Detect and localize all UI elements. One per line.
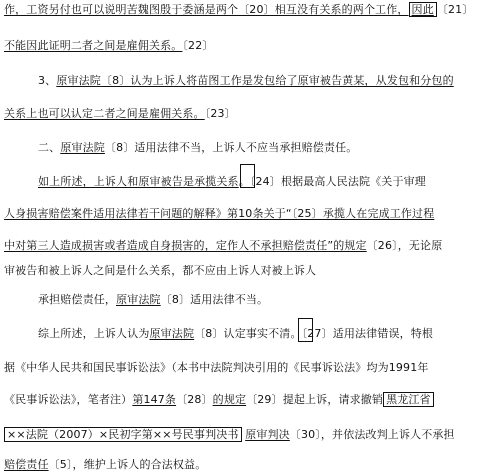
- text-segment: 不能因此证明二者之间是雇佣关系。: [4, 39, 183, 52]
- text-line-10: [38, 292, 481, 308]
- text-segment: 据《中华人民共和国民事诉讼法》（本书中法院判决引用的《民事诉讼法》均为1991年: [4, 361, 429, 374]
- text-segment: 如上所述，上诉人和原审被告是承揽关系: [38, 175, 239, 188]
- text-line-7: [4, 206, 481, 222]
- text-segment: 中对第三人造成损害或者造成自身损害的，定作人不承担赔偿责任”的规定: [4, 239, 367, 252]
- text-segment: 〔8〕认为上诉人将苗图工作是发包给了原审被告黄某，从发包和分包的: [100, 74, 454, 87]
- text-segment: 承担赔偿责任，: [38, 293, 117, 306]
- text-line-3: [38, 73, 481, 89]
- text-segment: 。: [238, 175, 250, 188]
- text-segment: 二、: [38, 141, 61, 154]
- text-segment: 的规定: [212, 393, 247, 406]
- text-segment: 〔8〕认定事实不清: [194, 327, 291, 340]
- edit-marker-box: [240, 164, 255, 188]
- text-line-9: [4, 263, 481, 279]
- text-line-8: [4, 238, 481, 254]
- text-line-4: [4, 106, 481, 122]
- text-segment: 〔22〕: [182, 39, 214, 52]
- text-segment: 因此: [409, 2, 437, 17]
- text-segment: 〔8〕适用法律不当。: [160, 293, 269, 306]
- text-segment: 〔21〕: [436, 3, 474, 16]
- text-segment: 黑龙江省: [383, 392, 434, 407]
- text-segment: 。: [290, 327, 302, 340]
- text-line-5: [38, 140, 481, 156]
- text-segment: 作，工资另付也可以说明苦魏图殷于委涵是两个〔20〕相互没有关系的两个工作，: [4, 3, 409, 16]
- text-segment: 原审判决: [245, 428, 290, 441]
- text-line-15: [4, 457, 481, 473]
- text-line-1: [4, 2, 481, 18]
- text-line-6: [38, 174, 481, 190]
- text-segment: 原审法院: [56, 74, 101, 87]
- text-segment: 〔23〕: [204, 107, 236, 120]
- text-segment: 原审法院: [116, 293, 161, 306]
- text-segment: 〔30〕，并依法改判上诉人不承担: [289, 428, 455, 441]
- text-segment: 人身损害赔偿案件适用法律若干问题的解释》第10条关于“〔25〕承揽人在完成工作过程: [4, 207, 435, 220]
- text-segment: 关系上也可以认定二者之间是雇佣关系。: [4, 107, 205, 120]
- text-segment: 〔5〕，维护上诉人的合法权益。: [48, 458, 207, 471]
- text-line-11: [38, 326, 481, 342]
- text-segment: 原审法院: [60, 141, 105, 154]
- text-line-13: [4, 392, 481, 408]
- edit-marker-box: [298, 318, 313, 342]
- text-segment: 3、: [38, 74, 57, 87]
- text-segment: 赔偿责任: [4, 458, 49, 471]
- text-line-12: [4, 360, 481, 376]
- text-line-2: [4, 38, 481, 54]
- text-segment: 〔24〕根据最高人民法院《关于审理: [249, 175, 426, 188]
- text-segment: 审被告和被上诉人之间是什么关系，都不应由上诉人对被上诉人: [4, 264, 317, 277]
- text-segment: 〔28〕: [176, 393, 213, 406]
- text-segment: 《民事诉讼法》，笔者注）: [4, 393, 133, 406]
- text-segment: 原审法院: [149, 327, 195, 340]
- text-line-14: [4, 427, 481, 443]
- text-segment: 〔27〕适用法律错误，特根: [301, 327, 434, 340]
- text-segment: 综上所述，上诉人认为: [38, 327, 150, 340]
- text-segment: ××法院（2007）×民初字第××号民事判决书: [4, 427, 242, 442]
- text-segment: 第147条: [132, 393, 177, 406]
- text-segment: 〔8〕适用法律不当，上诉人不应当承担赔偿责任。: [104, 141, 358, 154]
- text-segment: 〔29〕提起上诉，请求撤销: [246, 393, 384, 406]
- text-segment: 〔26〕，无论原: [366, 239, 443, 252]
